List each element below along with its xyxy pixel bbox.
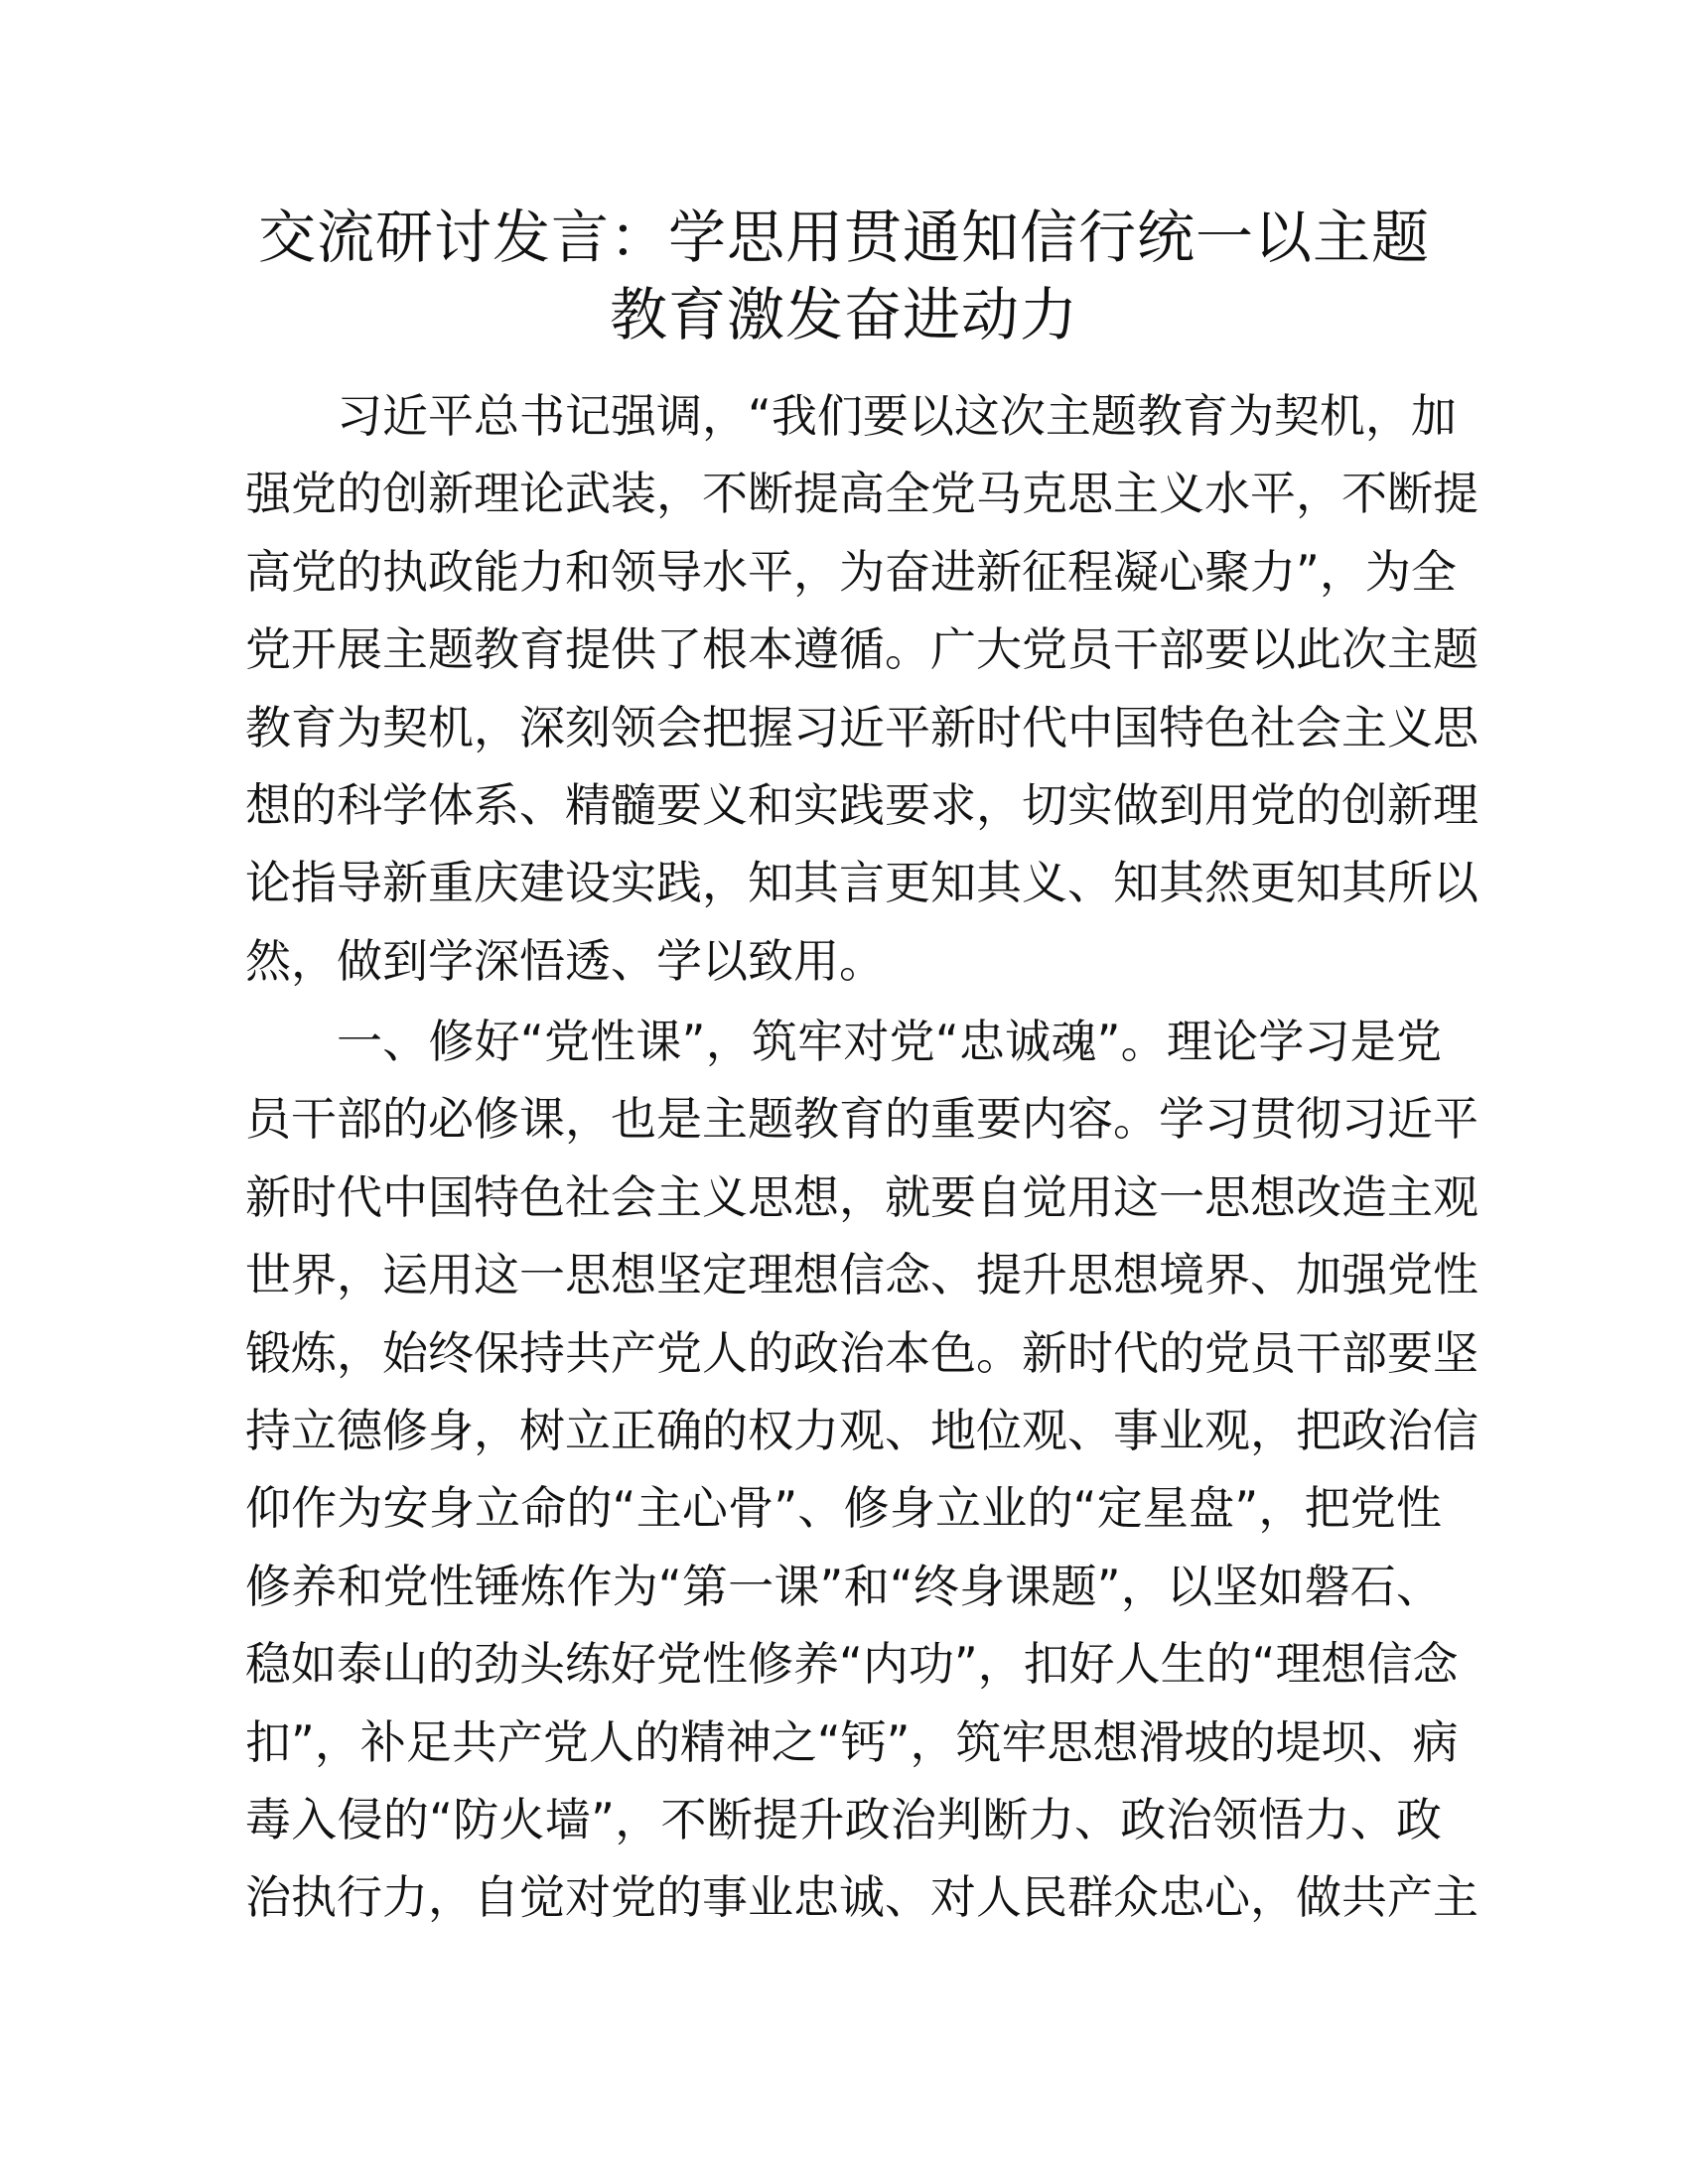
paragraph-line: 稳如泰山的劲头练好党性修养“内功”，扣好人生的“理想信念 (245, 1637, 1459, 1692)
paragraph-line: 治执行力，自觉对党的事业忠诚、对人民群众忠心，做共产主 (245, 1870, 1478, 1925)
paragraph-line: 高党的执政能力和领导水平，为奋进新征程凝心聚力”，为全 (245, 544, 1457, 599)
paragraph-line: 习近平总书记强调，“我们要以这次主题教育为契机，加 (337, 389, 1457, 443)
paragraph-line: 新时代中国特色社会主义思想，就要自觉用这一思想改造主观 (245, 1169, 1478, 1224)
paragraph-line: 持立德修身，树立正确的权力观、地位观、事业观，把政治信 (245, 1404, 1478, 1458)
paragraph-intro (245, 377, 1478, 1000)
paragraph-line: 论指导新重庆建设实践，知其言更知其义、知其然更知其所以 (245, 856, 1478, 910)
document-title (238, 199, 1450, 353)
paragraph-line: 员干部的必修课，也是主题教育的重要内容。学习贯彻习近平 (245, 1092, 1478, 1147)
paragraph-line: 毒入侵的“防火墙”，不断提升政治判断力、政治领悟力、政 (245, 1793, 1442, 1847)
paragraph-line: 一、修好“党性课”，筑牢对党“忠诚魂”。理论学习是党 (337, 1015, 1442, 1068)
paragraph-line: 然，做到学深悟透、学以致用。 (245, 933, 885, 988)
paragraph-line: 锻炼，始终保持共产党人的政治本色。新时代的党员干部要坚 (245, 1325, 1478, 1380)
paragraph-line: 教育为契机，深刻领会把握习近平新时代中国特色社会主义思 (245, 700, 1478, 754)
paragraph-line: 仰作为安身立命的“主心骨”、修身立业的“定星盘”，把党性 (245, 1481, 1442, 1536)
paragraph-line: 修养和党性锤炼作为“第一课”和“终身课题”，以坚如磐石、 (245, 1559, 1442, 1613)
title-line: 教育激发奋进动力 (609, 281, 1078, 348)
paragraph-line: 扣”，补足共产党人的精神之“钙”，筑牢思想滑坡的堤坝、病 (245, 1714, 1459, 1769)
paragraph-line: 想的科学体系、精髓要义和实践要求，切实做到用党的创新理 (245, 778, 1478, 833)
paragraph-section-one (245, 1003, 1478, 1937)
paragraph-line: 世界，运用这一思想坚定理想信念、提升思想境界、加强党性 (245, 1248, 1478, 1302)
paragraph-line: 强党的创新理论武装，不断提高全党马克思主义水平，不断提 (245, 467, 1478, 521)
title-line: 交流研讨发言：学思用贯通知信行统一以主题 (257, 204, 1430, 271)
paragraph-line: 党开展主题教育提供了根本遵循。广大党员干部要以此次主题 (245, 622, 1478, 677)
